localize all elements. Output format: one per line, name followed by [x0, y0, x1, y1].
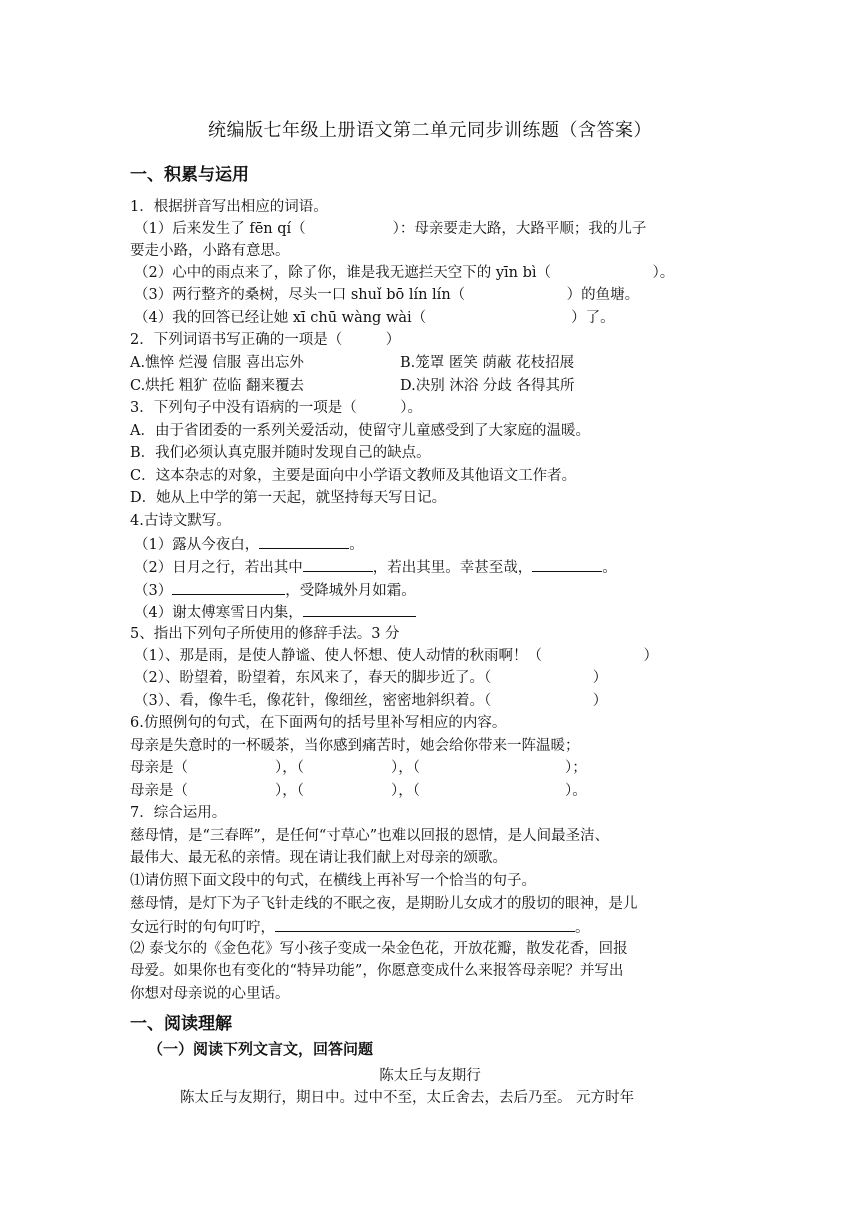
q4-item-4-text: （4）谢太傅寒雪日内集， [134, 605, 303, 621]
q7-sub1-end: 。 [575, 920, 590, 936]
q4-item-3-text: （3） [134, 583, 173, 599]
q2-option-d: D.决别 沐浴 分歧 各得其所 [400, 378, 575, 394]
q3-option-b: B．我们必须认真克服并随时发现自己的缺点。 [130, 445, 431, 461]
q6-line-1: 母亲是（ ），（ ），（ ）； [130, 760, 587, 776]
q7-sub2-line-1: ⑵ 泰戈尔的《金色花》写小孩子变成一朵金色花，开放花瓣，散发花香，回报 [130, 941, 628, 957]
q2-option-a: A.憔悴 烂漫 信服 喜出忘外 [130, 355, 304, 371]
q4-stem: 4.古诗文默写。 [130, 513, 231, 529]
q1-stem: 1．根据拼音写出相应的词语。 [130, 199, 328, 215]
answer-blank[interactable] [303, 556, 373, 572]
q3-stem: 3．下列句子中没有语病的一项是（ ）。 [130, 400, 422, 416]
q5-item-3: （3）、看，像牛毛，像花针，像细丝，密密地斜织着。（ ） [134, 693, 608, 709]
q7-sub1-text: 女远行时的句句叮咛， [130, 920, 275, 936]
q4-item-4 [134, 601, 740, 623]
q5-item-2: （2）、盼望着，盼望着，东风来了，春天的脚步近了。（ ） [134, 670, 608, 686]
q3-option-a: A．由于省团委的一系列关爱活动，使留守儿童感受到了大家庭的温暖。 [130, 423, 590, 439]
answer-blank[interactable] [172, 579, 285, 595]
passage-title: 陈太丘与友期行 [379, 1068, 481, 1084]
q6-stem: 6.仿照例句的句式，在下面两句的括号里补写相应的内容。 [130, 715, 507, 731]
answer-blank[interactable] [532, 556, 602, 572]
q4-item-3 [134, 579, 740, 601]
q4-item-1 [134, 533, 740, 555]
q7-stem: 7．综合运用。 [130, 805, 227, 821]
q3-option-c: C．这本杂志的对象，主要是面向中小学语文教师及其他语文工作者。 [130, 468, 577, 484]
q1-item-3: （3）两行整齐的桑树，尽头一口 shuǐ bō lín lín（ ）的鱼塘。 [134, 287, 640, 303]
q3-option-d: D．她从上中学的第一天起，就坚持每天写日记。 [130, 490, 447, 506]
q1-item-2: （2）心中的雨点来了，除了你，谁是我无遮拦天空下的 yīn bì（ ）。 [134, 265, 675, 281]
q5-stem: 5、指出下列句子所使用的修辞手法。3 分 [130, 626, 400, 642]
q4-item-1-end: 。 [349, 537, 364, 553]
answer-blank[interactable] [303, 601, 416, 617]
q4-item-1-text: （1）露从今夜白， [134, 537, 260, 553]
section-heading-2: 一、阅读理解 [130, 1014, 232, 1034]
subsection-heading: （一）阅读下列文言文，回答问题 [148, 1040, 374, 1058]
q1-item-4: （4）我的回答已经让她 xī chū wàng wài（ ）了。 [134, 310, 615, 326]
q1-item-1: （1）后来发生了 fēn qí（ ）：母亲要走大路，大路平顺；我的儿子 [134, 221, 647, 237]
q4-item-2-text: （2）日月之行，若出其中 [134, 560, 303, 576]
q7-sub1-stem: ⑴请仿照下面文段中的句式，在横线上再补写一个恰当的句子。 [130, 873, 536, 889]
q2-options-row-2 [130, 376, 736, 396]
q7-sub1-line-2 [130, 916, 736, 938]
q5-item-1: （1）、那是雨，是使人静谧、使人怀想、使人动情的秋雨啊！（ ） [134, 648, 658, 664]
q6-line-2: 母亲是（ ），（ ），（ ）。 [130, 783, 587, 799]
q7-intro-line-1: 慈母情，是“三春晖”，是任何“寸草心”也难以回报的恩情，是人间最圣洁、 [130, 828, 610, 844]
q1-item-1-cont: 要走小路，小路有意思。 [130, 243, 290, 259]
section-heading-1: 一、积累与运用 [130, 165, 249, 185]
q4-item-2 [134, 556, 740, 578]
passage-line: 陈太丘与友期行，期日中。过中不至，太丘舍去，去后乃至。 元方时年 [180, 1090, 635, 1106]
q7-sub2-line-2: 母爱。如果你也有变化的“特异功能”，你愿意变成什么来报答母亲呢？并写出 [130, 963, 624, 979]
q2-stem: 2．下列词语书写正确的一项是（ ） [130, 332, 401, 348]
page-title: 统编版七年级上册语文第二单元同步训练题（含答案） [208, 120, 652, 141]
q4-item-3-end: ，受降城外月如霜。 [285, 583, 416, 599]
q2-option-c: C.烘托 粗犷 莅临 翻来覆去 [130, 378, 305, 394]
q7-sub1-line-1: 慈母情，是灯下为子飞针走线的不眠之夜，是期盼儿女成才的殷切的眼神，是儿 [130, 896, 638, 912]
answer-blank[interactable] [275, 916, 575, 932]
q2-option-b: B.笼罩 匿笑 荫蔽 花枝招展 [400, 355, 575, 371]
q7-sub2-line-3: 你想对母亲说的心里话。 [130, 986, 290, 1002]
q6-example: 母亲是失意时的一杯暖茶，当你感到痛苦时，她会给你带来一阵温暖； [130, 738, 580, 754]
answer-blank[interactable] [259, 533, 349, 549]
q7-intro-line-2: 最伟大、最无私的亲情。现在请让我们献上对母亲的颂歌。 [130, 850, 507, 866]
q2-options-row-1 [130, 353, 736, 373]
q4-item-2-mid: ，若出其里。幸甚至哉， [372, 560, 533, 576]
q4-item-2-end: 。 [602, 560, 617, 576]
